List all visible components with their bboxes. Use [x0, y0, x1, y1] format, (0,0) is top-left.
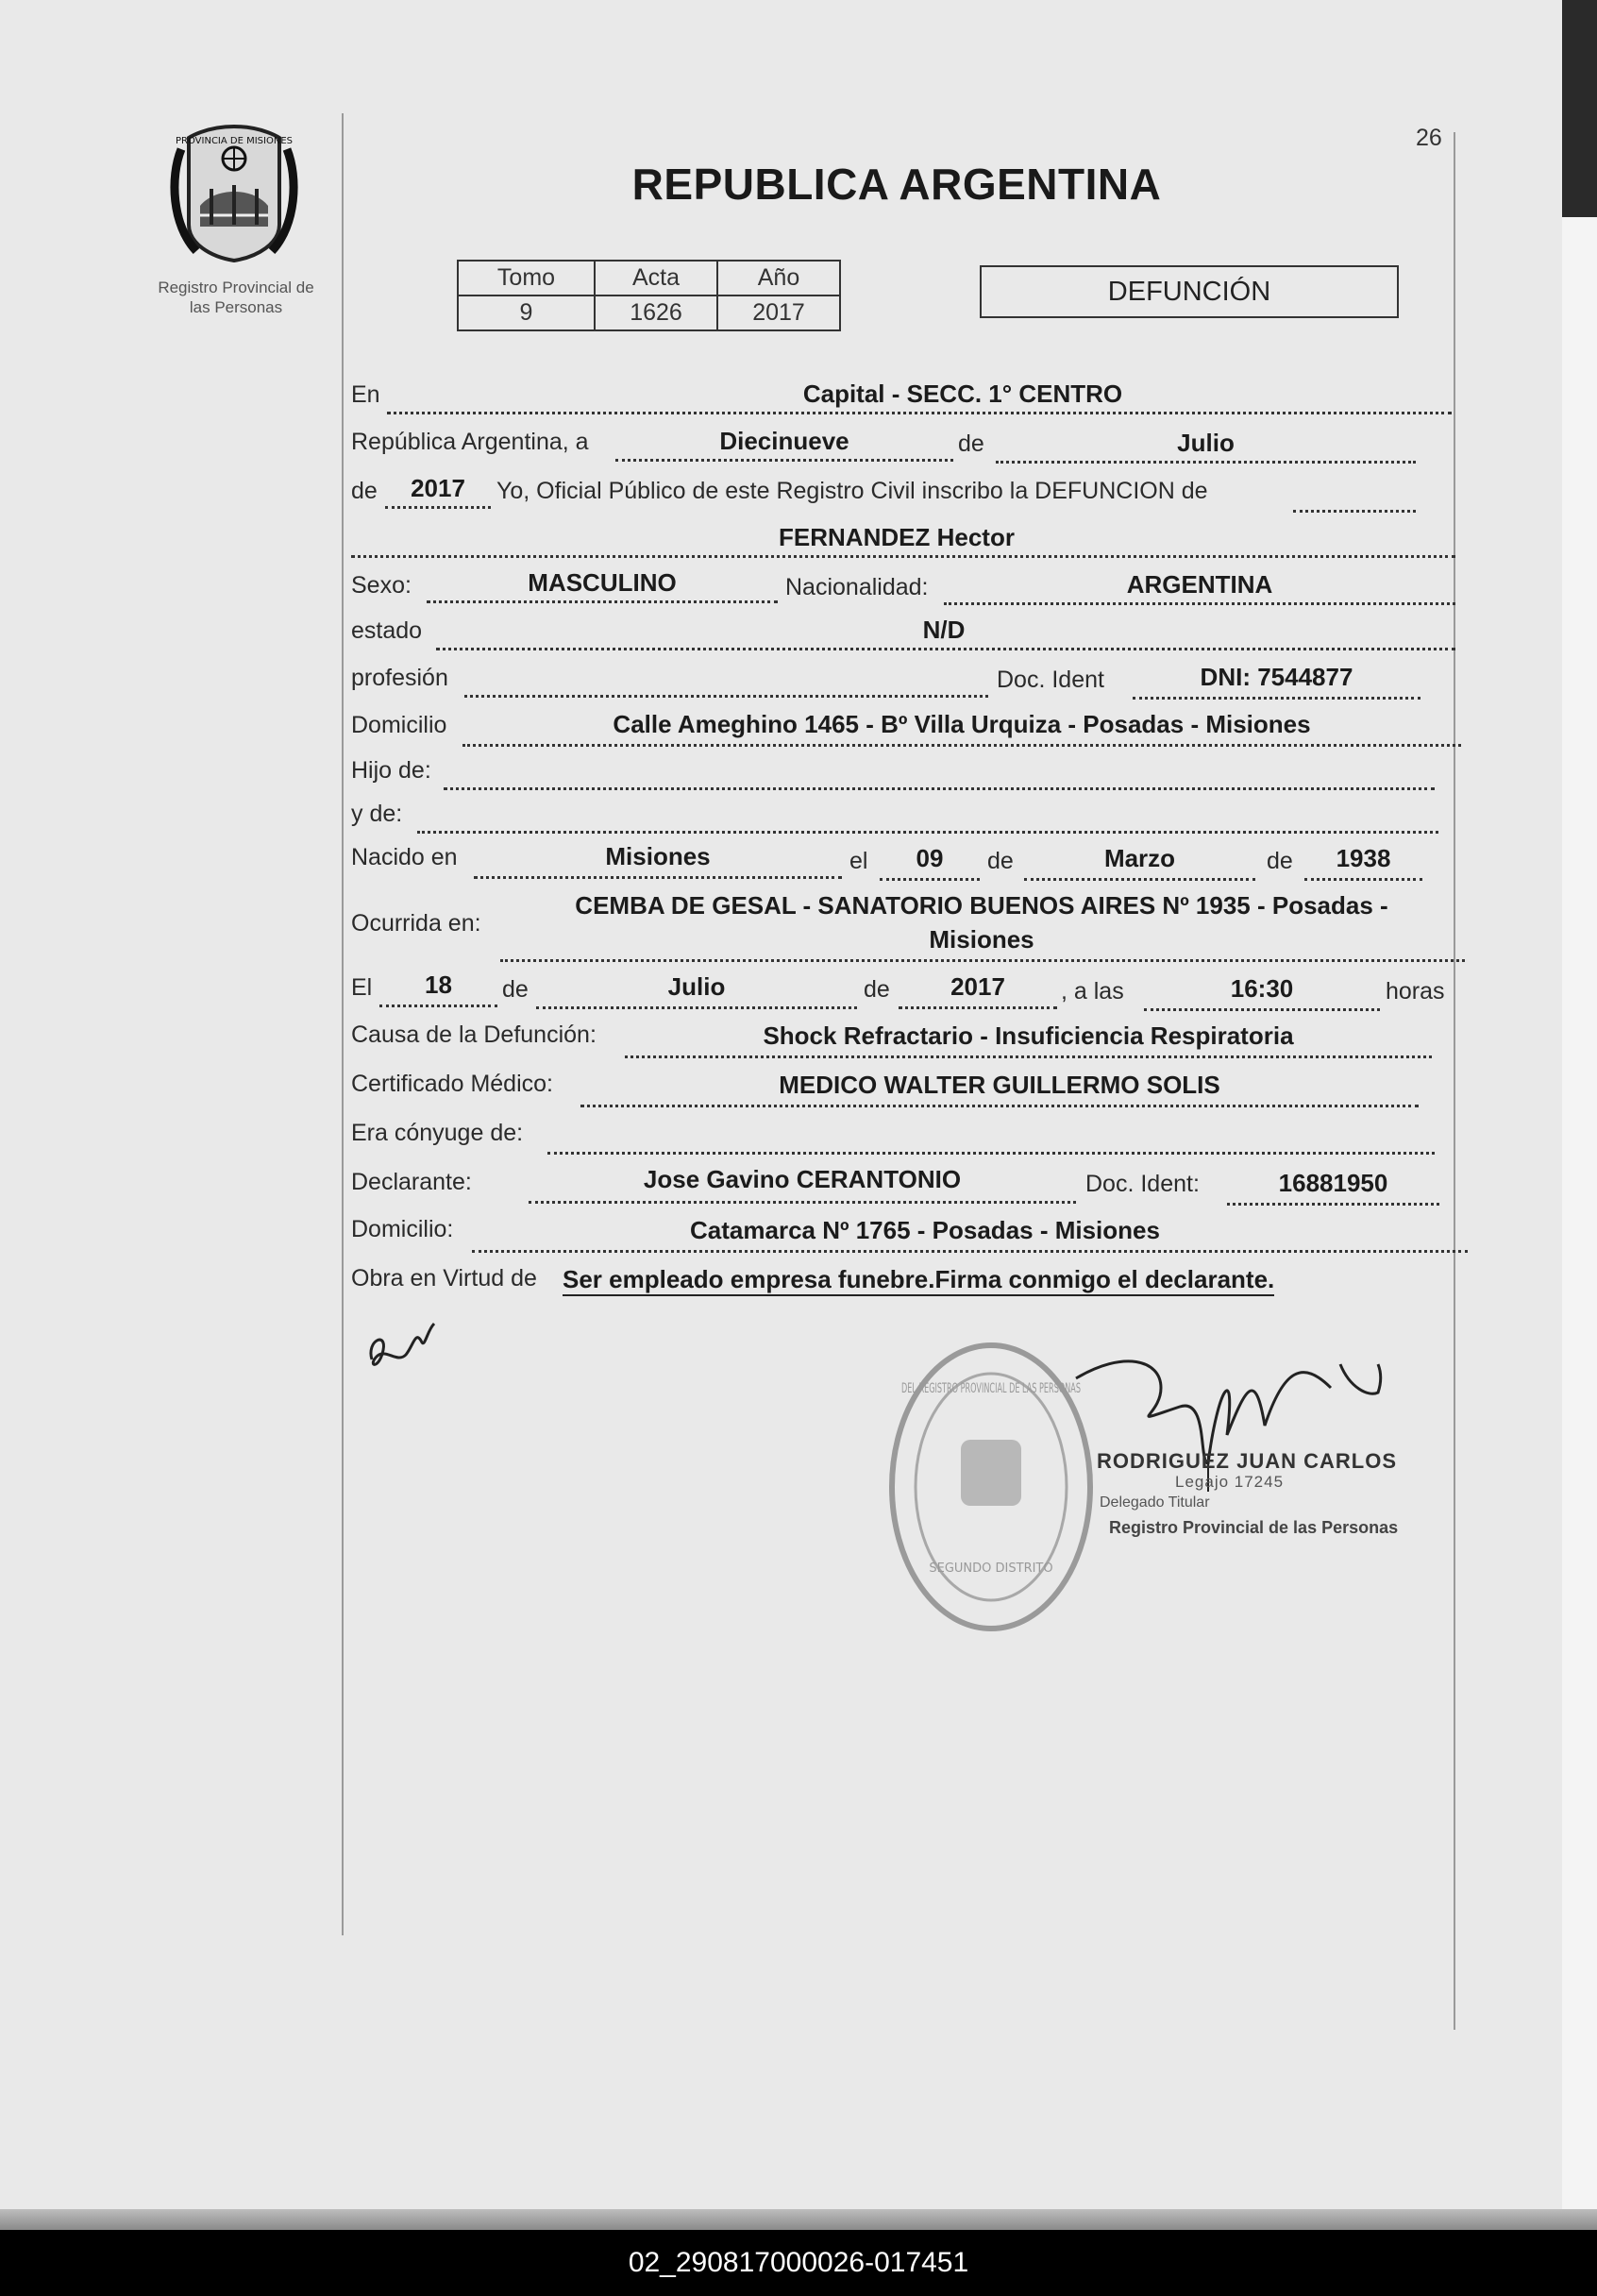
- en-label: En: [351, 381, 380, 408]
- conyuge-dotted-line: [547, 1152, 1435, 1155]
- handwritten-initials-icon: [359, 1312, 472, 1378]
- scan-edge: [0, 2209, 1597, 2230]
- obra-value: Ser empleado empresa funebre.Firma conmigo el declarante.: [563, 1265, 1274, 1296]
- birth-day: 09: [916, 844, 944, 872]
- domicilio-dotted-line: [462, 744, 1461, 747]
- declarante-value: Jose Gavino CERANTONIO: [643, 1165, 962, 1193]
- record-type-box: DEFUNCIÓN: [980, 265, 1399, 318]
- de-label-4: de: [1267, 848, 1293, 874]
- signer-office: Registro Provincial de las Personas: [1109, 1518, 1399, 1537]
- hijo-label: Hijo de:: [351, 757, 431, 784]
- registry-table: [457, 260, 841, 331]
- republica-label: República Argentina, a: [351, 429, 589, 455]
- certificado-value: MEDICO WALTER GUILLERMO SOLIS: [779, 1071, 1220, 1099]
- tomo-value: 9: [458, 295, 595, 330]
- signer-role: Delegado Titular: [1100, 1494, 1210, 1511]
- declarante-doc-value: 16881950: [1278, 1169, 1388, 1197]
- ocurrida-line2: Misiones: [929, 925, 1034, 954]
- certificado-dotted-line: [580, 1105, 1419, 1107]
- svg-text:SEGUNDO DISTRITO: SEGUNDO DISTRITO: [929, 1562, 1053, 1576]
- declarante-label: Declarante:: [351, 1169, 472, 1195]
- domicilio2-label: Domicilio:: [351, 1216, 454, 1242]
- hijo-dotted-line: [444, 787, 1435, 790]
- death-year: 2017: [950, 972, 1005, 1001]
- signer-legajo: Legajo 17245: [1175, 1473, 1285, 1491]
- coat-of-arms-icon: [168, 121, 300, 262]
- sexo-dotted-line: [427, 600, 778, 603]
- ocurrida-line1: CEMBA DE GESAL - SANATORIO BUENOS AIRES Nº 1935 - Posadas -: [575, 891, 1388, 920]
- registry-caption-line2: las Personas: [189, 298, 283, 316]
- death-month: Julio: [667, 972, 726, 1001]
- page-edge: [1562, 0, 1597, 2223]
- estado-value: N/D: [922, 616, 966, 644]
- day-dotted-line: [615, 459, 953, 462]
- a-las-label: , a las: [1061, 978, 1124, 1004]
- nacido-dotted-line: [474, 876, 842, 879]
- estado-label: estado: [351, 617, 423, 644]
- causa-label: Causa de la Defunción:: [351, 1021, 597, 1048]
- de-label-1: de: [958, 430, 984, 457]
- acta-header: Acta: [595, 261, 717, 295]
- obra-label: Obra en Virtud de: [351, 1265, 537, 1292]
- svg-text:PROVINCIA DE MISIONES: PROVINCIA DE MISIONES: [176, 136, 293, 146]
- domicilio2-dotted-line: [472, 1250, 1468, 1253]
- death-day: 18: [425, 971, 452, 999]
- nacionalidad-value: ARGENTINA: [1126, 570, 1273, 599]
- death-time-dotted-line: [1144, 1008, 1380, 1011]
- horas-label: horas: [1386, 978, 1445, 1004]
- left-margin-line: [342, 113, 344, 1935]
- svg-text:DEL REGISTRO PROVINCIAL DE LAS: DEL REGISTRO PROVINCIAL DE LAS PERSONAS: [901, 1381, 1082, 1396]
- nacido-value: Misiones: [605, 842, 711, 870]
- declarante-doc-label: Doc. Ident:: [1085, 1171, 1200, 1197]
- de-label-3: de: [987, 848, 1014, 874]
- death-year-dotted-line: [899, 1006, 1057, 1009]
- day-value: Diecinueve: [719, 427, 849, 455]
- year-dotted-line: [385, 506, 491, 509]
- profesion-dotted-line: [464, 695, 988, 698]
- sexo-label: Sexo:: [351, 572, 412, 599]
- declarante-doc-dotted-line: [1227, 1203, 1439, 1206]
- el-label: el: [849, 848, 868, 874]
- anio-header: Año: [717, 261, 840, 295]
- y-de-dotted-line: [417, 831, 1438, 834]
- anio-value: 2017: [717, 295, 840, 330]
- death-day-dotted-line: [379, 1004, 497, 1007]
- estado-dotted-line: [436, 648, 1455, 650]
- declarante-dotted-line: [529, 1201, 1076, 1204]
- ocurrida-label: Ocurrida en:: [351, 910, 481, 937]
- month-value: Julio: [1177, 429, 1235, 457]
- el-label-2: El: [351, 974, 373, 1001]
- registry-caption: [132, 278, 340, 317]
- en-dotted-line: [387, 412, 1452, 414]
- domicilio-value: Calle Ameghino 1465 - Bº Villa Urquiza - Posadas - Misiones: [613, 710, 1311, 738]
- page-title: REPUBLICA ARGENTINA: [631, 160, 1162, 209]
- nacionalidad-dotted-line: [944, 602, 1455, 605]
- deceased-name: FERNANDEZ Hector: [779, 523, 1015, 551]
- ocurrida-dotted-line: [500, 959, 1465, 962]
- name-dotted-line: [351, 555, 1455, 558]
- nacido-label: Nacido en: [351, 844, 458, 870]
- y-de-label: y de:: [351, 801, 403, 827]
- birth-year-dotted-line: [1304, 878, 1422, 881]
- sexo-value: MASCULINO: [528, 568, 677, 597]
- doc-ident-label: Doc. Ident: [997, 667, 1104, 693]
- domicilio2-value: Catamarca Nº 1765 - Posadas - Misiones: [690, 1216, 1160, 1244]
- nacionalidad-label: Nacionalidad:: [785, 574, 929, 600]
- birth-month: Marzo: [1103, 844, 1176, 872]
- doc-ident-dotted-line: [1133, 697, 1420, 700]
- de-label-6: de: [864, 976, 890, 1003]
- signer-name: RODRIGUEZ JUAN CARLOS: [1097, 1449, 1398, 1473]
- acta-value: 1626: [595, 295, 717, 330]
- year-value: 2017: [411, 474, 465, 502]
- domicilio-label: Domicilio: [351, 712, 447, 738]
- en-value: Capital - SECC. 1° CENTRO: [802, 380, 1123, 408]
- causa-dotted-line: [625, 1055, 1432, 1058]
- registry-header-row: [458, 261, 840, 295]
- registry-value-row: [458, 295, 840, 330]
- inscription-dotted-line: [1293, 510, 1416, 513]
- profesion-label: profesión: [351, 665, 448, 691]
- causa-value: Shock Refractario - Insuficiencia Respiratoria: [763, 1021, 1294, 1050]
- conyuge-label: Era cónyuge de:: [351, 1120, 524, 1146]
- right-margin-line: [1454, 132, 1455, 2030]
- inscription-text: Yo, Oficial Público de este Registro Civil inscribo la DEFUNCION de: [496, 478, 1208, 504]
- death-month-dotted-line: [536, 1006, 857, 1009]
- page-number: 26: [1416, 125, 1442, 151]
- doc-ident-value: DNI: 7544877: [1200, 663, 1353, 691]
- file-id: 02_290817000026-017451: [0, 2230, 1597, 2296]
- birth-month-dotted-line: [1024, 878, 1255, 881]
- birth-year: 1938: [1336, 844, 1391, 872]
- scan-shadow: [1562, 0, 1597, 217]
- month-dotted-line: [996, 461, 1416, 464]
- certificado-label: Certificado Médico:: [351, 1071, 553, 1097]
- de-label-2: de: [351, 478, 378, 504]
- tomo-header: Tomo: [458, 261, 595, 295]
- registry-caption-line1: Registro Provincial de: [158, 279, 314, 296]
- de-label-5: de: [502, 976, 529, 1003]
- death-time: 16:30: [1230, 974, 1294, 1003]
- birth-day-dotted-line: [880, 878, 980, 881]
